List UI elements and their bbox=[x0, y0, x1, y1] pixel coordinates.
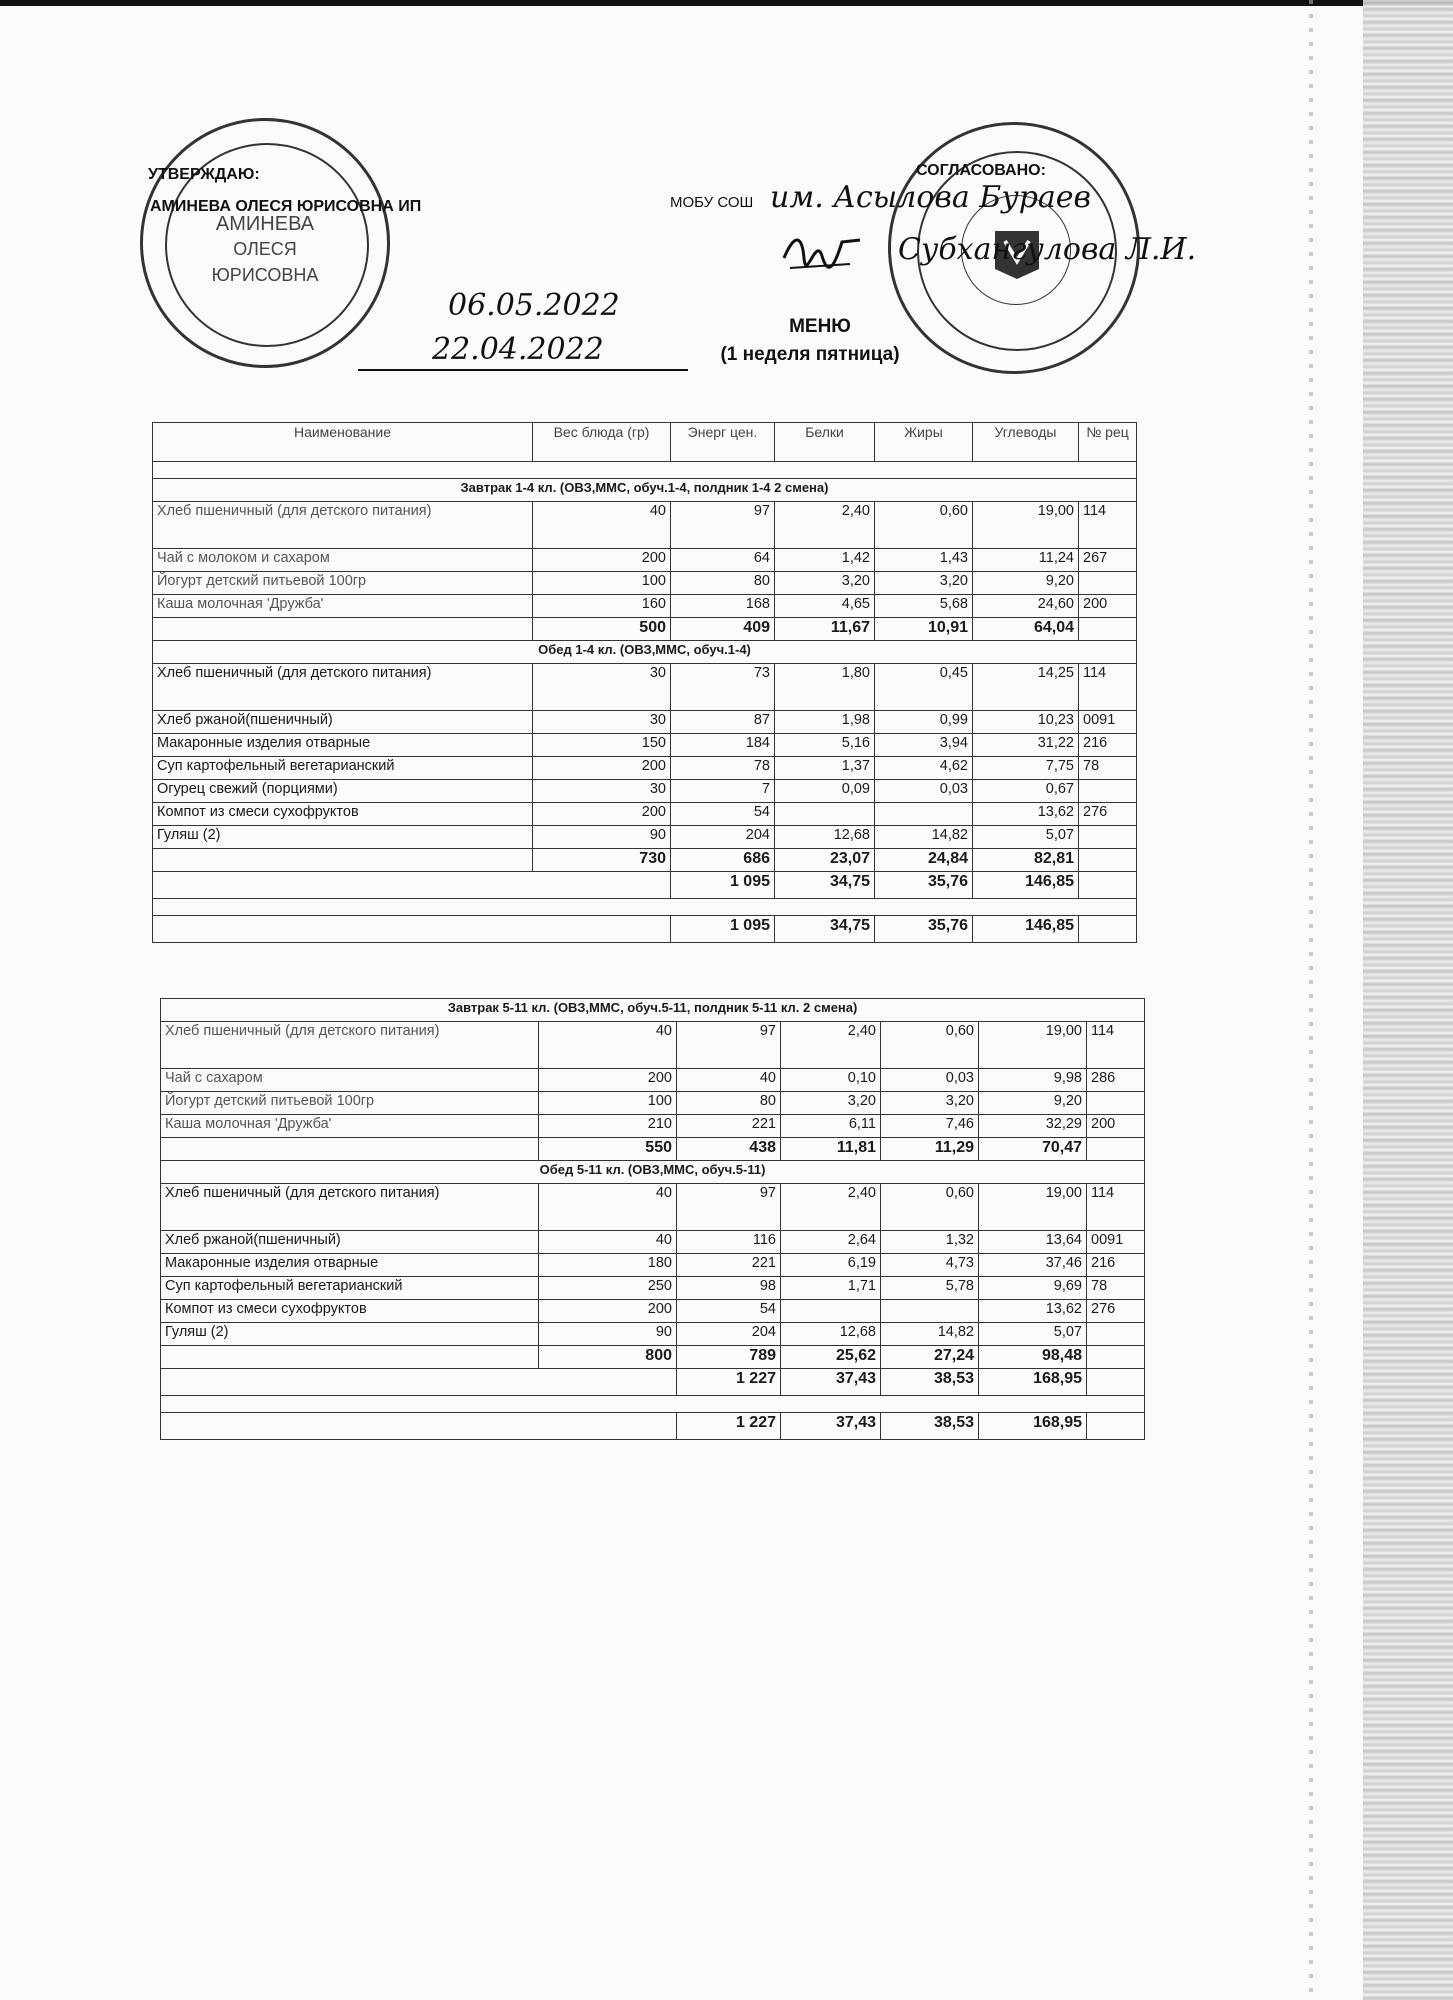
scan-right-edge bbox=[1363, 0, 1453, 2000]
dish-carbs: 14,25 bbox=[973, 664, 1079, 711]
total-carbs: 82,81 bbox=[973, 849, 1079, 872]
dish-protein: 2,40 bbox=[781, 1184, 881, 1231]
table-row bbox=[153, 826, 1137, 849]
dish-carbs: 19,00 bbox=[979, 1184, 1087, 1231]
section-title: Завтрак 1-4 кл. (ОВЗ,ММС, обуч.1-4, полдник 1-4 2 смена) bbox=[153, 479, 1137, 502]
table-row bbox=[161, 1022, 1145, 1069]
dish-carbs: 9,69 bbox=[979, 1277, 1087, 1300]
dish-carbs: 24,60 bbox=[973, 595, 1079, 618]
dish-carbs: 5,07 bbox=[973, 826, 1079, 849]
dish-carbs: 5,07 bbox=[979, 1323, 1087, 1346]
dish-energy: 204 bbox=[677, 1323, 781, 1346]
dish-carbs: 9,20 bbox=[979, 1092, 1087, 1115]
dish-name: Чай с сахаром bbox=[161, 1069, 539, 1092]
section-title: Обед 5-11 кл. (ОВЗ,ММС, обуч.5-11) bbox=[161, 1161, 1145, 1184]
dish-weight: 160 bbox=[533, 595, 671, 618]
dish-recipe: 286 bbox=[1087, 1069, 1145, 1092]
dish-name: Хлеб ржаной(пшеничный) bbox=[161, 1231, 539, 1254]
table-row bbox=[153, 572, 1137, 595]
dish-weight: 210 bbox=[539, 1115, 677, 1138]
dish-protein: 1,42 bbox=[775, 549, 875, 572]
stamp-left-line-3: ЮРИСОВНА bbox=[211, 265, 319, 285]
dish-carbs: 7,75 bbox=[973, 757, 1079, 780]
dish-protein bbox=[775, 803, 875, 826]
day-total-energy: 1 227 bbox=[677, 1369, 781, 1396]
dish-energy: 80 bbox=[671, 572, 775, 595]
dish-energy: 54 bbox=[677, 1300, 781, 1323]
dish-weight: 200 bbox=[533, 757, 671, 780]
section-title: Обед 1-4 кл. (ОВЗ,ММС, обуч.1-4) bbox=[153, 641, 1137, 664]
dish-name: Йогурт детский питьевой 100гр bbox=[153, 572, 533, 595]
dish-name: Компот из смеси сухофруктов bbox=[161, 1300, 539, 1323]
table-row bbox=[153, 664, 1137, 711]
dish-name: Хлеб пшеничный (для детского питания) bbox=[161, 1022, 539, 1069]
total-protein: 25,62 bbox=[781, 1346, 881, 1369]
total-weight: 550 bbox=[539, 1138, 677, 1161]
dish-fat: 1,32 bbox=[881, 1231, 979, 1254]
dish-recipe: 114 bbox=[1079, 502, 1137, 549]
table-row bbox=[153, 803, 1137, 826]
day-total-carbs: 168,95 bbox=[979, 1413, 1087, 1440]
dish-protein: 2,40 bbox=[781, 1022, 881, 1069]
dish-weight: 200 bbox=[533, 803, 671, 826]
day-total-protein: 37,43 bbox=[781, 1369, 881, 1396]
dish-fat: 3,20 bbox=[881, 1092, 979, 1115]
dish-protein: 2,40 bbox=[775, 502, 875, 549]
dish-recipe: 216 bbox=[1079, 734, 1137, 757]
dish-recipe bbox=[1079, 780, 1137, 803]
dish-recipe: 200 bbox=[1087, 1115, 1145, 1138]
dish-name: Чай с молоком и сахаром bbox=[153, 549, 533, 572]
dish-weight: 40 bbox=[539, 1231, 677, 1254]
dish-carbs: 13,62 bbox=[973, 803, 1079, 826]
dish-recipe: 200 bbox=[1079, 595, 1137, 618]
dish-fat: 14,82 bbox=[881, 1323, 979, 1346]
day-total-energy: 1 095 bbox=[671, 872, 775, 899]
table-row bbox=[153, 595, 1137, 618]
day-total-fat: 38,53 bbox=[881, 1369, 979, 1396]
col-name-header: Наименование bbox=[153, 423, 533, 462]
dish-recipe: 0091 bbox=[1087, 1231, 1145, 1254]
dish-protein: 1,71 bbox=[781, 1277, 881, 1300]
dish-fat: 3,20 bbox=[875, 572, 973, 595]
dish-name: Хлеб ржаной(пшеничный) bbox=[153, 711, 533, 734]
dish-energy: 54 bbox=[671, 803, 775, 826]
scan-top-edge bbox=[0, 0, 1453, 6]
dish-energy: 116 bbox=[677, 1231, 781, 1254]
dish-name: Каша молочная 'Дружба' bbox=[153, 595, 533, 618]
total-carbs: 70,47 bbox=[979, 1138, 1087, 1161]
signature-right: Субхангулова Л.И. bbox=[898, 232, 1197, 267]
day-total-carbs: 146,85 bbox=[973, 916, 1079, 943]
section-title-row bbox=[153, 641, 1137, 664]
approve-label: УТВЕРЖДАЮ: bbox=[148, 166, 260, 183]
total-fat: 27,24 bbox=[881, 1346, 979, 1369]
menu-subtitle: (1 неделя пятница) bbox=[720, 344, 900, 365]
dish-protein: 3,20 bbox=[781, 1092, 881, 1115]
dish-weight: 100 bbox=[539, 1092, 677, 1115]
stamp-left-line-2: ОЛЕСЯ bbox=[233, 239, 297, 259]
dish-carbs: 9,20 bbox=[973, 572, 1079, 595]
total-fat: 11,29 bbox=[881, 1138, 979, 1161]
dish-name: Суп картофельный вегетарианский bbox=[153, 757, 533, 780]
dish-carbs: 32,29 bbox=[979, 1115, 1087, 1138]
dish-protein: 4,65 bbox=[775, 595, 875, 618]
dish-recipe: 114 bbox=[1079, 664, 1137, 711]
col-recipe-header: № рец bbox=[1079, 423, 1137, 462]
dish-weight: 30 bbox=[533, 780, 671, 803]
dish-weight: 40 bbox=[533, 502, 671, 549]
dish-weight: 40 bbox=[539, 1022, 677, 1069]
school-handwritten: им. Асылова Бураев bbox=[770, 180, 1092, 215]
dish-energy: 7 bbox=[671, 780, 775, 803]
dish-fat: 0,60 bbox=[875, 502, 973, 549]
dish-weight: 150 bbox=[533, 734, 671, 757]
dish-weight: 90 bbox=[539, 1323, 677, 1346]
dish-protein: 12,68 bbox=[775, 826, 875, 849]
dish-recipe: 114 bbox=[1087, 1184, 1145, 1231]
dish-fat: 0,99 bbox=[875, 711, 973, 734]
table-row bbox=[161, 1184, 1145, 1231]
dish-energy: 80 bbox=[677, 1092, 781, 1115]
dish-name: Хлеб пшеничный (для детского питания) bbox=[161, 1184, 539, 1231]
dish-fat: 0,45 bbox=[875, 664, 973, 711]
day-total-row bbox=[153, 916, 1137, 943]
table-row bbox=[161, 1069, 1145, 1092]
dish-energy: 184 bbox=[671, 734, 775, 757]
dish-fat: 3,94 bbox=[875, 734, 973, 757]
day-total-row bbox=[153, 872, 1137, 899]
dish-name: Суп картофельный вегетарианский bbox=[161, 1277, 539, 1300]
dish-recipe bbox=[1087, 1092, 1145, 1115]
handwritten-date-1: 06.05.2022 bbox=[448, 288, 620, 323]
total-weight: 800 bbox=[539, 1346, 677, 1369]
dish-recipe bbox=[1079, 826, 1137, 849]
section-total-row bbox=[161, 1138, 1145, 1161]
dish-weight: 40 bbox=[539, 1184, 677, 1231]
total-protein: 23,07 bbox=[775, 849, 875, 872]
dish-energy: 97 bbox=[677, 1184, 781, 1231]
dish-recipe bbox=[1087, 1323, 1145, 1346]
dish-recipe: 267 bbox=[1079, 549, 1137, 572]
day-total-fat: 35,76 bbox=[875, 916, 973, 943]
dish-carbs: 10,23 bbox=[973, 711, 1079, 734]
dish-carbs: 37,46 bbox=[979, 1254, 1087, 1277]
dish-fat: 4,73 bbox=[881, 1254, 979, 1277]
table-row bbox=[161, 1115, 1145, 1138]
dish-name: Гуляш (2) bbox=[161, 1323, 539, 1346]
total-fat: 24,84 bbox=[875, 849, 973, 872]
section-title-row bbox=[161, 1161, 1145, 1184]
total-fat: 10,91 bbox=[875, 618, 973, 641]
dish-energy: 221 bbox=[677, 1254, 781, 1277]
dish-name: Гуляш (2) bbox=[153, 826, 533, 849]
dish-fat bbox=[875, 803, 973, 826]
total-energy: 789 bbox=[677, 1346, 781, 1369]
signature-left bbox=[780, 228, 870, 276]
dish-carbs: 31,22 bbox=[973, 734, 1079, 757]
section-total-row bbox=[153, 618, 1137, 641]
day-total-fat: 35,76 bbox=[875, 872, 973, 899]
table-row bbox=[153, 780, 1137, 803]
dish-name: Хлеб пшеничный (для детского питания) bbox=[153, 502, 533, 549]
dish-protein: 3,20 bbox=[775, 572, 875, 595]
dish-carbs: 13,64 bbox=[979, 1231, 1087, 1254]
total-energy: 409 bbox=[671, 618, 775, 641]
dish-name: Йогурт детский питьевой 100гр bbox=[161, 1092, 539, 1115]
table-row bbox=[153, 502, 1137, 549]
dish-weight: 180 bbox=[539, 1254, 677, 1277]
day-total-energy: 1 227 bbox=[677, 1413, 781, 1440]
section-title: Завтрак 5-11 кл. (ОВЗ,ММС, обуч.5-11, полдник 5-11 кл. 2 смена) bbox=[161, 999, 1145, 1022]
agreed-label: СОГЛАСОВАНО: bbox=[916, 162, 1046, 179]
day-total-carbs: 146,85 bbox=[973, 872, 1079, 899]
dish-weight: 100 bbox=[533, 572, 671, 595]
menu-table-5-11 bbox=[160, 998, 1145, 1440]
school-label: МОБУ СОШ bbox=[670, 194, 754, 211]
col-protein-header: Белки bbox=[775, 423, 875, 462]
section-title-row bbox=[153, 479, 1137, 502]
total-protein: 11,81 bbox=[781, 1138, 881, 1161]
dish-protein: 6,11 bbox=[781, 1115, 881, 1138]
dish-fat: 14,82 bbox=[875, 826, 973, 849]
date-underline bbox=[358, 369, 688, 371]
table-row bbox=[153, 711, 1137, 734]
dish-weight: 30 bbox=[533, 711, 671, 734]
dish-fat: 0,60 bbox=[881, 1022, 979, 1069]
total-carbs: 64,04 bbox=[973, 618, 1079, 641]
table-row bbox=[161, 1092, 1145, 1115]
total-carbs: 98,48 bbox=[979, 1346, 1087, 1369]
dish-energy: 78 bbox=[671, 757, 775, 780]
total-protein: 11,67 bbox=[775, 618, 875, 641]
dish-name: Макаронные изделия отварные bbox=[161, 1254, 539, 1277]
table-row bbox=[161, 1254, 1145, 1277]
dish-energy: 97 bbox=[677, 1022, 781, 1069]
dish-fat: 0,03 bbox=[875, 780, 973, 803]
day-total-row bbox=[161, 1369, 1145, 1396]
dish-protein: 1,98 bbox=[775, 711, 875, 734]
dish-energy: 73 bbox=[671, 664, 775, 711]
table-row bbox=[153, 734, 1137, 757]
day-total-carbs: 168,95 bbox=[979, 1369, 1087, 1396]
table-header-row bbox=[153, 423, 1137, 462]
handwritten-date-2: 22.04.2022 bbox=[432, 332, 604, 367]
dish-energy: 168 bbox=[671, 595, 775, 618]
col-weight-header: Вес блюда (гр) bbox=[533, 423, 671, 462]
dish-carbs: 9,98 bbox=[979, 1069, 1087, 1092]
approver-name: АМИНЕВА ОЛЕСЯ ЮРИСОВНА ИП bbox=[150, 198, 422, 215]
dish-fat: 0,03 bbox=[881, 1069, 979, 1092]
day-total-energy: 1 095 bbox=[671, 916, 775, 943]
total-energy: 686 bbox=[671, 849, 775, 872]
dish-recipe: 276 bbox=[1087, 1300, 1145, 1323]
day-total-protein: 34,75 bbox=[775, 872, 875, 899]
dish-fat bbox=[881, 1300, 979, 1323]
dish-name: Каша молочная 'Дружба' bbox=[161, 1115, 539, 1138]
table-row bbox=[161, 1231, 1145, 1254]
dish-energy: 97 bbox=[671, 502, 775, 549]
dish-fat: 7,46 bbox=[881, 1115, 979, 1138]
dish-energy: 98 bbox=[677, 1277, 781, 1300]
dish-recipe: 0091 bbox=[1079, 711, 1137, 734]
dish-fat: 0,60 bbox=[881, 1184, 979, 1231]
dish-weight: 200 bbox=[533, 549, 671, 572]
dish-recipe: 78 bbox=[1087, 1277, 1145, 1300]
dish-name: Огурец свежий (порциями) bbox=[153, 780, 533, 803]
dish-protein: 5,16 bbox=[775, 734, 875, 757]
dish-name: Макаронные изделия отварные bbox=[153, 734, 533, 757]
dish-recipe bbox=[1079, 572, 1137, 595]
col-energy-header: Энерг цен. bbox=[671, 423, 775, 462]
table-row bbox=[161, 1323, 1145, 1346]
dish-name: Хлеб пшеничный (для детского питания) bbox=[153, 664, 533, 711]
dish-protein: 12,68 bbox=[781, 1323, 881, 1346]
dish-carbs: 11,24 bbox=[973, 549, 1079, 572]
dish-recipe: 216 bbox=[1087, 1254, 1145, 1277]
dish-protein: 2,64 bbox=[781, 1231, 881, 1254]
day-total-fat: 38,53 bbox=[881, 1413, 979, 1440]
table-row bbox=[161, 1277, 1145, 1300]
dish-carbs: 0,67 bbox=[973, 780, 1079, 803]
section-title-row bbox=[161, 999, 1145, 1022]
day-total-protein: 37,43 bbox=[781, 1413, 881, 1440]
dish-name: Компот из смеси сухофруктов bbox=[153, 803, 533, 826]
menu-table-1-4 bbox=[152, 422, 1137, 943]
dish-weight: 250 bbox=[539, 1277, 677, 1300]
table-row bbox=[153, 757, 1137, 780]
dish-energy: 221 bbox=[677, 1115, 781, 1138]
dish-recipe: 114 bbox=[1087, 1022, 1145, 1069]
dish-fat: 1,43 bbox=[875, 549, 973, 572]
day-total-row bbox=[161, 1413, 1145, 1440]
left-stamp bbox=[140, 118, 390, 368]
dish-weight: 200 bbox=[539, 1069, 677, 1092]
total-weight: 500 bbox=[533, 618, 671, 641]
dish-protein: 0,09 bbox=[775, 780, 875, 803]
scan-fold-line bbox=[1309, 0, 1313, 2000]
dish-energy: 204 bbox=[671, 826, 775, 849]
menu-title: МЕНЮ bbox=[789, 316, 851, 337]
table-row bbox=[153, 549, 1137, 572]
total-weight: 730 bbox=[533, 849, 671, 872]
dish-weight: 200 bbox=[539, 1300, 677, 1323]
dish-energy: 87 bbox=[671, 711, 775, 734]
col-fat-header: Жиры bbox=[875, 423, 973, 462]
dish-protein: 1,37 bbox=[775, 757, 875, 780]
dish-fat: 5,68 bbox=[875, 595, 973, 618]
dish-fat: 5,78 bbox=[881, 1277, 979, 1300]
dish-carbs: 13,62 bbox=[979, 1300, 1087, 1323]
dish-protein: 1,80 bbox=[775, 664, 875, 711]
section-total-row bbox=[161, 1346, 1145, 1369]
table-row bbox=[161, 1300, 1145, 1323]
day-total-protein: 34,75 bbox=[775, 916, 875, 943]
dish-protein bbox=[781, 1300, 881, 1323]
dish-protein: 6,19 bbox=[781, 1254, 881, 1277]
dish-energy: 40 bbox=[677, 1069, 781, 1092]
total-energy: 438 bbox=[677, 1138, 781, 1161]
dish-protein: 0,10 bbox=[781, 1069, 881, 1092]
dish-carbs: 19,00 bbox=[973, 502, 1079, 549]
dish-fat: 4,62 bbox=[875, 757, 973, 780]
dish-weight: 30 bbox=[533, 664, 671, 711]
section-total-row bbox=[153, 849, 1137, 872]
dish-energy: 64 bbox=[671, 549, 775, 572]
dish-recipe: 276 bbox=[1079, 803, 1137, 826]
dish-carbs: 19,00 bbox=[979, 1022, 1087, 1069]
stamp-left-line-1: АМИНЕВА bbox=[215, 213, 315, 235]
col-carbs-header: Углеводы bbox=[973, 423, 1079, 462]
dish-recipe: 78 bbox=[1079, 757, 1137, 780]
dish-weight: 90 bbox=[533, 826, 671, 849]
